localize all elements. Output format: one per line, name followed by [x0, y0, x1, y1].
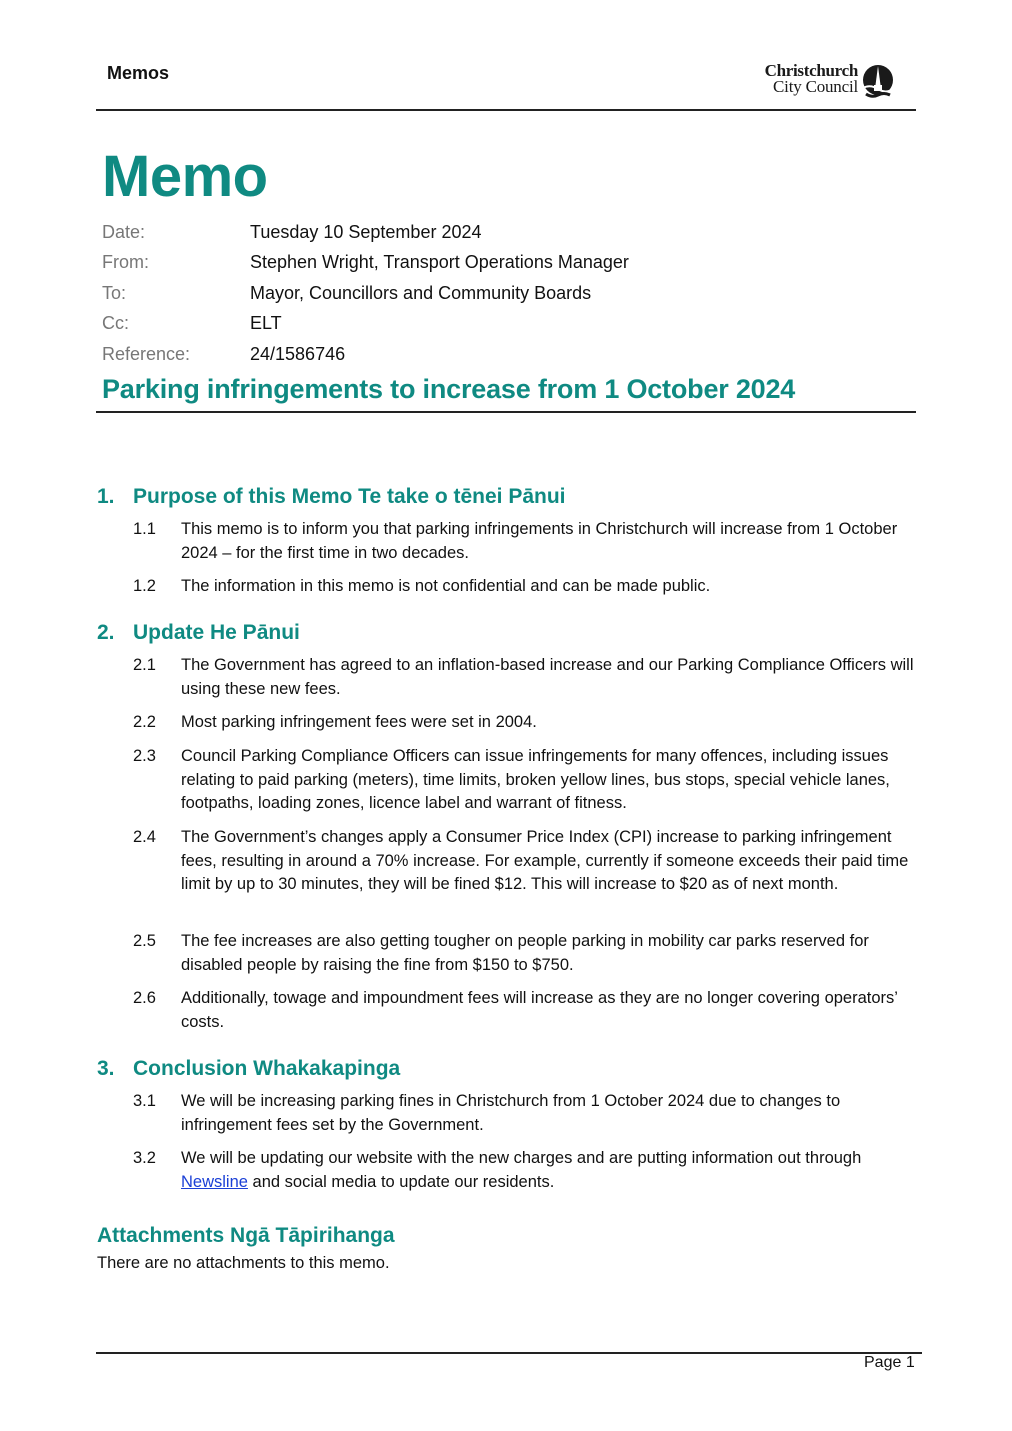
memo-subject: Parking infringements to increase from 1 October 2024 — [102, 374, 796, 404]
attachments-heading: Attachments Ngā Tāpirihanga — [97, 1224, 395, 1247]
item-text — [181, 1147, 918, 1194]
item-text: The Government has agreed to an inflation-based increase and our Parking Compliance Officers will using these new fees. — [181, 656, 914, 698]
section-number: 1. — [97, 485, 115, 508]
section-title: Update He Pānui — [133, 621, 300, 644]
header-title: Memos — [107, 63, 170, 83]
item-text: The Government’s changes apply a Consumer Price Index (CPI) increase to parking infringement fees, resulting in around a 70% increase. For example, currently if someone exceeds their paid time limit by up to 30 minutes, they will be fined $12. This will increase to $20 as of next month. — [181, 828, 909, 893]
meta-label: Date: — [102, 222, 146, 242]
section-heading — [97, 1055, 400, 1083]
item-text: Council Parking Compliance Officers can issue infringements for many offences, including issues relating to paid parking (meters), time limits, broken yellow lines, bus stops, special vehicle lanes, footpaths, loading zones, licence label and warrant of fitness. — [181, 747, 890, 812]
item-number: 2.4 — [133, 828, 156, 846]
newsline-link[interactable]: Newsline — [181, 1172, 248, 1191]
cathedral-spire-icon — [860, 63, 896, 99]
item-number: 2.2 — [133, 713, 156, 731]
item-number: 2.1 — [133, 656, 156, 674]
meta-value: 24/1586746 — [250, 344, 346, 364]
item-text-before: We will be updating our website with the new charges and are putting information out through — [181, 1149, 862, 1167]
meta-value: ELT — [250, 313, 282, 333]
meta-value: Tuesday 10 September 2024 — [250, 222, 482, 242]
section-number: 3. — [97, 1057, 115, 1080]
footer-divider — [96, 1352, 922, 1354]
meta-label: To: — [102, 283, 127, 303]
meta-value: Mayor, Councillors and Community Boards — [250, 283, 592, 303]
item-text: Additionally, towage and impoundment fees will increase as they are no longer covering operators’ costs. — [181, 989, 898, 1031]
section-title: Conclusion Whakakapinga — [133, 1057, 401, 1080]
item-number: 2.5 — [133, 932, 156, 950]
item-number: 2.6 — [133, 989, 156, 1007]
meta-label: From: — [102, 252, 149, 272]
logo-line1: Christchurch — [764, 61, 858, 80]
section-title: Purpose of this Memo Te take o tēnei Pānui — [133, 485, 566, 508]
subject-divider — [96, 411, 916, 413]
logo-text — [746, 63, 858, 95]
section-heading — [97, 483, 566, 511]
meta-label: Cc: — [102, 313, 129, 333]
section-heading — [97, 619, 300, 647]
item-number: 3.1 — [133, 1092, 156, 1110]
meta-label: Reference: — [102, 344, 191, 364]
memo-title: Memo — [102, 144, 268, 209]
item-text: We will be increasing parking fines in Christchurch from 1 October 2024 due to changes to infringement fees set by the Government. — [181, 1092, 841, 1134]
item-text-after: and social media to update our residents. — [247, 1172, 555, 1191]
item-number: 2.3 — [133, 747, 156, 765]
item-text: Most parking infringement fees were set in 2004. — [181, 713, 537, 731]
council-logo — [746, 60, 898, 104]
item-number: 1.2 — [133, 577, 156, 595]
attachments-text: There are no attachments to this memo. — [97, 1254, 390, 1272]
section-number: 2. — [97, 621, 115, 644]
item-number: 3.2 — [133, 1149, 156, 1167]
logo-line2: City Council — [773, 77, 858, 96]
item-text: The information in this memo is not confidential and can be made public. — [181, 577, 711, 595]
page-number: Page 1 — [864, 1354, 915, 1371]
header-divider — [96, 109, 916, 111]
item-text: The fee increases are also getting tougher on people parking in mobility car parks reserved for disabled people by raising the fine from $150 to $750. — [181, 932, 869, 974]
item-number: 1.1 — [133, 520, 156, 538]
item-text: This memo is to inform you that parking infringements in Christchurch will increase from 1 October 2024 – for the first time in two decades. — [181, 520, 898, 562]
meta-value: Stephen Wright, Transport Operations Manager — [250, 252, 629, 272]
